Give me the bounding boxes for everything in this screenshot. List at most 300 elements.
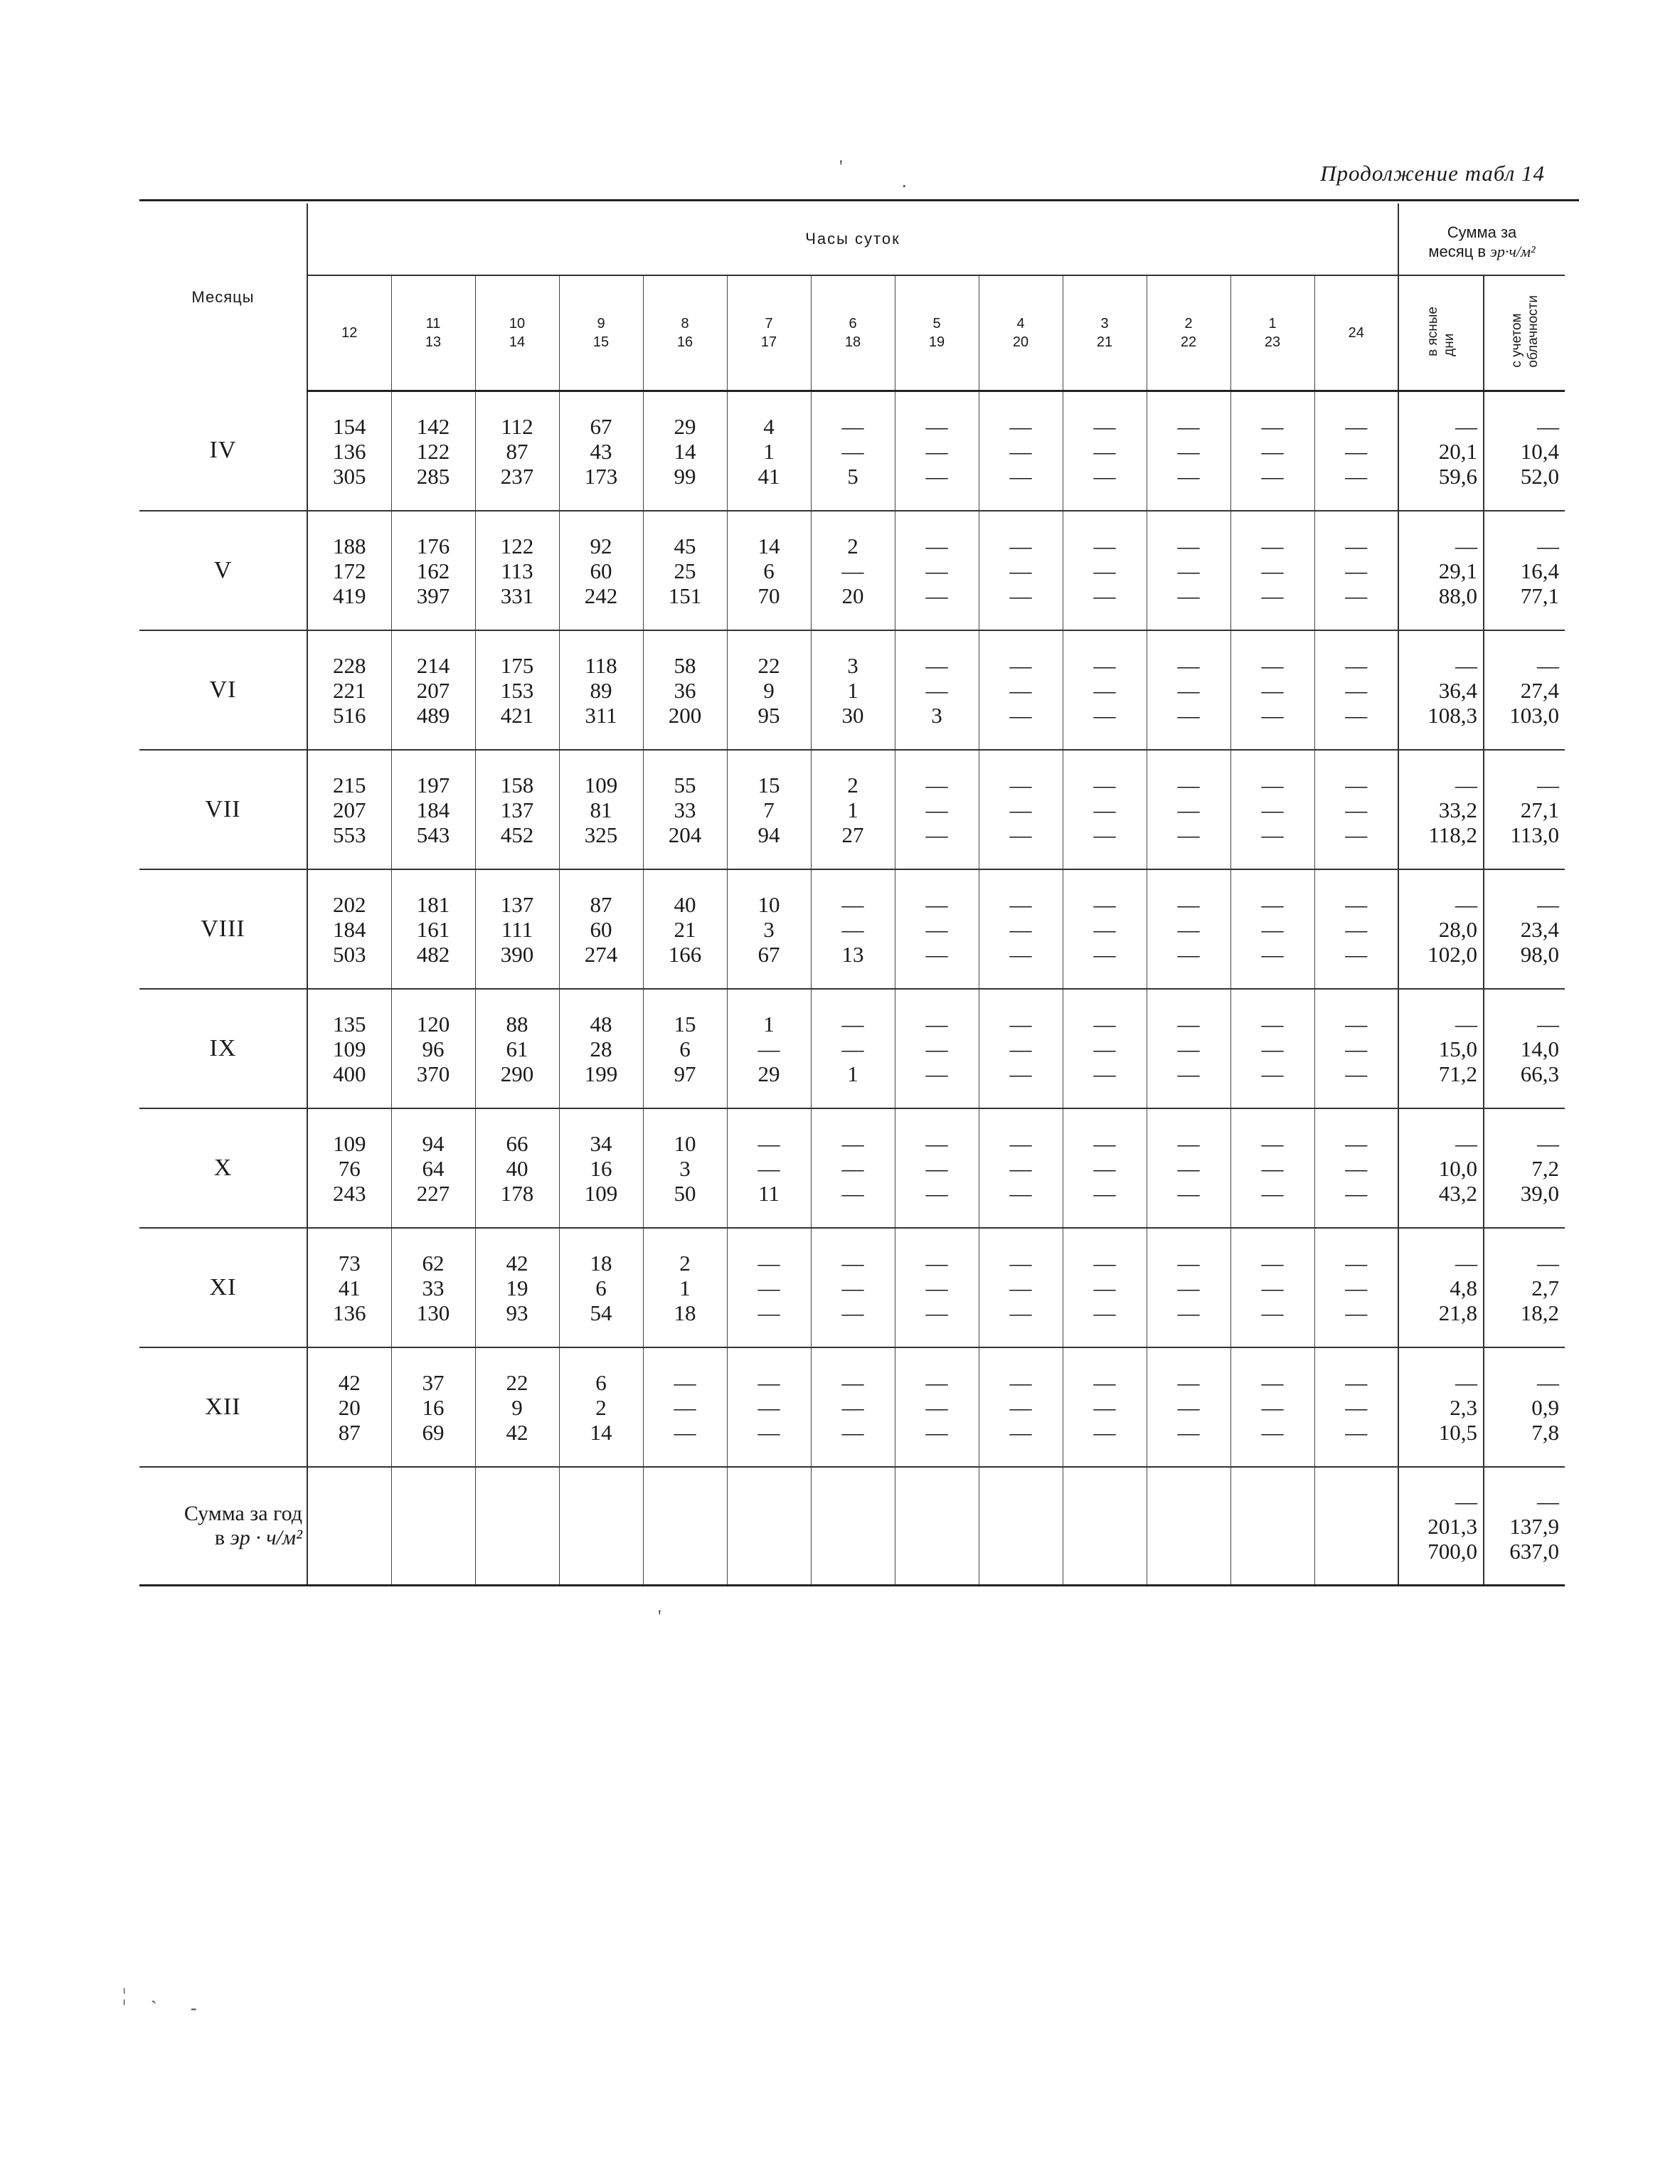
cell-value: — xyxy=(1177,677,1200,703)
cell-value: 3 xyxy=(679,1155,691,1181)
cell-value: — xyxy=(1093,1250,1116,1276)
hour-cell-values xyxy=(476,773,559,847)
hour-cell xyxy=(1147,989,1230,1108)
cell-value: 214 xyxy=(416,652,450,678)
cell-value: — xyxy=(1093,1155,1116,1181)
cell-value: 370 xyxy=(416,1061,450,1086)
cell-value: — xyxy=(1009,1300,1032,1325)
cell-value: 207 xyxy=(416,677,450,703)
cell-value: — xyxy=(1345,1250,1368,1276)
hour-cell xyxy=(1147,1347,1230,1467)
cell-value: 118,2 xyxy=(1428,822,1477,847)
cell-value: 290 xyxy=(500,1061,534,1086)
clear-days-cell xyxy=(1398,989,1484,1108)
cell-value: — xyxy=(757,1394,780,1420)
hour-cell-values xyxy=(812,892,895,967)
cell-value: — xyxy=(1537,891,1559,917)
cell-value: — xyxy=(1345,1275,1368,1300)
hour-cell-values xyxy=(644,534,727,608)
cell-value: 109 xyxy=(333,1036,366,1061)
hour-cell-values xyxy=(560,1131,643,1206)
hour-cell-values xyxy=(1063,1251,1147,1325)
cell-value: 122 xyxy=(500,533,534,558)
cloudiness-cell xyxy=(1484,511,1565,630)
cell-value: — xyxy=(841,916,864,942)
cell-value: — xyxy=(925,1369,948,1395)
cell-value: — xyxy=(1345,583,1368,608)
cell-value: — xyxy=(1093,1011,1116,1037)
hour-cell xyxy=(895,630,979,750)
cell-value: 0,9 xyxy=(1531,1394,1559,1420)
hour-cell-values xyxy=(728,892,811,967)
cell-value: 2 xyxy=(847,772,858,797)
hour-column-header xyxy=(307,275,391,391)
cell-value: 21,8 xyxy=(1438,1300,1477,1325)
hour-cell-values xyxy=(392,1012,475,1086)
cell-value: 113,0 xyxy=(1510,822,1559,847)
cell-value: — xyxy=(925,1180,948,1206)
cloudiness-cell-values xyxy=(1484,1012,1565,1086)
hour-cell xyxy=(475,869,559,989)
cloudiness-cell xyxy=(1484,391,1565,511)
cell-value: — xyxy=(1345,533,1368,558)
cell-value: 200 xyxy=(668,702,702,728)
cloudiness-cell-values xyxy=(1484,653,1565,728)
cell-value: — xyxy=(1455,1488,1477,1514)
hour-cell xyxy=(391,1108,475,1228)
hour-cell-values xyxy=(979,1251,1063,1325)
hours-header: Часы суток xyxy=(307,203,1398,275)
hour-cell xyxy=(1314,511,1398,630)
cell-value: — xyxy=(1009,413,1032,439)
hour-cell-values xyxy=(979,892,1063,967)
cell-value: 172 xyxy=(333,558,366,583)
cell-value: — xyxy=(1537,1250,1559,1276)
hour-cell xyxy=(727,869,811,989)
hour-cell-values xyxy=(476,653,559,728)
hour-cell xyxy=(643,1108,727,1228)
cell-value: — xyxy=(1177,702,1200,728)
cell-value: — xyxy=(1261,1130,1284,1156)
clear-days-cell-values xyxy=(1399,773,1483,847)
cell-value: 7,2 xyxy=(1531,1155,1559,1181)
hour-cell xyxy=(559,1228,643,1347)
cell-value: — xyxy=(1009,677,1032,703)
cell-value: 184 xyxy=(333,916,366,942)
cell-value: 173 xyxy=(584,463,618,489)
hour-cell-values xyxy=(1315,1251,1398,1325)
year-total-label xyxy=(139,1467,307,1586)
hour-cell-values xyxy=(728,1012,811,1086)
cell-value: 227 xyxy=(416,1180,450,1206)
speck: - xyxy=(191,1998,197,2018)
cell-value: — xyxy=(1177,797,1200,822)
month-label: VI xyxy=(139,630,307,750)
cell-value: — xyxy=(841,1036,864,1061)
empty-hour-cell xyxy=(811,1467,895,1586)
cell-value: — xyxy=(925,1130,948,1156)
empty-hour-cell xyxy=(1314,1467,1398,1586)
hour-cell-values xyxy=(812,1370,895,1445)
hour-header-row xyxy=(139,275,1565,391)
cell-value: — xyxy=(1537,1130,1559,1156)
hour-column-header xyxy=(979,275,1063,391)
cell-value: 207 xyxy=(333,797,366,822)
cell-value: 76 xyxy=(338,1155,361,1181)
hour-column-header xyxy=(811,275,895,391)
cell-value: — xyxy=(1345,1155,1368,1181)
cell-value: 7 xyxy=(763,797,775,822)
hour-bottom: 20 xyxy=(1012,334,1029,350)
hour-cell-values xyxy=(644,1131,727,1206)
hour-cell-values xyxy=(1231,892,1314,967)
hour-cell-values xyxy=(1147,653,1230,728)
table-caption: Продолжение табл 14 xyxy=(1320,161,1545,186)
hour-cell xyxy=(811,1347,895,1467)
cell-value: — xyxy=(841,1394,864,1420)
hour-cell-values xyxy=(392,773,475,847)
hour-cell xyxy=(1230,989,1314,1108)
cell-value: 2 xyxy=(595,1394,607,1420)
cell-value: 41 xyxy=(757,463,780,489)
cell-value: 92 xyxy=(590,533,612,558)
hour-cell-values xyxy=(1315,892,1398,967)
empty-hour-cell xyxy=(895,1467,979,1586)
hour-top: 4 xyxy=(1016,316,1025,332)
hour-cell-values xyxy=(1063,414,1147,489)
cell-value: 64 xyxy=(422,1155,445,1181)
cell-value: — xyxy=(1093,772,1116,797)
hour-cell xyxy=(391,989,475,1108)
year-total-label-line2 xyxy=(139,1526,302,1550)
cell-value: — xyxy=(1009,652,1032,678)
hour-cell xyxy=(1147,869,1230,989)
hour-cell xyxy=(1063,869,1147,989)
hour-cell xyxy=(643,630,727,750)
hour-cell xyxy=(559,511,643,630)
hour-cell-values xyxy=(644,414,727,489)
clear-days-cell xyxy=(1398,869,1484,989)
cell-value: — xyxy=(841,1369,864,1395)
cell-value: 111 xyxy=(501,916,533,942)
cell-value: 14 xyxy=(674,438,696,464)
hour-cell-values xyxy=(895,773,979,847)
hour-cell xyxy=(1063,511,1147,630)
clear-days-cell xyxy=(1398,1228,1484,1347)
cloudiness-cell xyxy=(1484,989,1565,1108)
hour-cell-values xyxy=(392,892,475,967)
hour-cell xyxy=(643,391,727,511)
hour-cell xyxy=(1230,511,1314,630)
hour-cell xyxy=(895,989,979,1108)
hour-cell-values xyxy=(560,1012,643,1086)
hour-cell-values xyxy=(1147,1370,1230,1445)
cell-value: — xyxy=(925,1011,948,1037)
cell-value: 42 xyxy=(338,1369,361,1395)
hour-cell xyxy=(1063,1228,1147,1347)
cell-value: 37 xyxy=(422,1369,445,1395)
cell-value: — xyxy=(1455,1250,1477,1276)
clear-days-cell xyxy=(1398,630,1484,750)
cell-value: — xyxy=(925,438,948,464)
hour-top: 3 xyxy=(1100,316,1109,332)
empty-hour-cell xyxy=(559,1467,643,1586)
hour-cell-values xyxy=(728,1251,811,1325)
cell-value: 1 xyxy=(847,1061,858,1086)
cloudiness-cell-values xyxy=(1484,892,1565,967)
cloudiness-cell xyxy=(1484,1108,1565,1228)
hour-bottom: 13 xyxy=(425,334,442,350)
hour-cell xyxy=(1314,1228,1398,1347)
hour-cell-values xyxy=(895,1131,979,1206)
cell-value: — xyxy=(1093,941,1116,967)
cell-value: 700,0 xyxy=(1428,1538,1477,1564)
cell-value: — xyxy=(925,822,948,847)
cell-value: — xyxy=(1537,772,1559,797)
hour-cell xyxy=(475,391,559,511)
cell-value: — xyxy=(1009,772,1032,797)
cell-value: 43 xyxy=(590,438,612,464)
cell-value: 99 xyxy=(674,463,696,489)
hour-cell xyxy=(643,1347,727,1467)
clear-days-cell-values xyxy=(1399,1251,1483,1325)
hour-cell xyxy=(811,750,895,869)
cell-value: 136 xyxy=(333,1300,366,1325)
cell-value: 178 xyxy=(500,1180,534,1206)
cell-value: 153 xyxy=(500,677,534,703)
cell-value: 503 xyxy=(333,941,366,967)
hour-cell xyxy=(979,869,1063,989)
empty-hour-cell xyxy=(1063,1467,1147,1586)
cell-value: — xyxy=(1177,652,1200,678)
cell-value: 14 xyxy=(590,1419,612,1445)
hour-cell xyxy=(307,869,391,989)
hour-cell xyxy=(475,1347,559,1467)
cell-value: — xyxy=(925,1300,948,1325)
cell-value: 311 xyxy=(585,702,617,728)
hour-bottom: 18 xyxy=(844,334,861,350)
cell-value: 22 xyxy=(506,1369,528,1395)
month-label: IV xyxy=(139,391,307,511)
empty-hour-cell xyxy=(727,1467,811,1586)
cell-value: 36,4 xyxy=(1438,677,1477,703)
hour-cell xyxy=(727,511,811,630)
cell-value: — xyxy=(1009,1061,1032,1086)
cell-value: 1 xyxy=(679,1275,691,1300)
cell-value: 400 xyxy=(333,1061,366,1086)
cell-value: — xyxy=(1345,797,1368,822)
clear-days-cell-values xyxy=(1399,1012,1483,1086)
cell-value: — xyxy=(1093,797,1116,822)
hour-cell xyxy=(307,750,391,869)
hour-cell xyxy=(979,1347,1063,1467)
cell-value: — xyxy=(1345,772,1368,797)
clear-days-line2: дни xyxy=(1442,333,1457,356)
hour-cell-values xyxy=(1063,1012,1147,1086)
cell-value: 161 xyxy=(416,916,450,942)
hour-cell-values xyxy=(392,1131,475,1206)
hour-bottom: 14 xyxy=(509,334,526,350)
cell-value: 109 xyxy=(584,772,618,797)
cell-value: 10 xyxy=(674,1130,696,1156)
hour-top: 10 xyxy=(509,316,526,332)
hour-cell-values xyxy=(476,1251,559,1325)
hour-cell-values xyxy=(728,773,811,847)
cell-value: — xyxy=(1261,1394,1284,1420)
cell-value: — xyxy=(1177,533,1200,558)
cell-value: 40 xyxy=(674,891,696,917)
empty-hour-cell xyxy=(643,1467,727,1586)
cell-value: — xyxy=(1177,1011,1200,1037)
year-total-prefix: в xyxy=(214,1526,225,1549)
speck: ¦ xyxy=(122,1985,127,2005)
cell-value: — xyxy=(1177,891,1200,917)
clear-days-cell xyxy=(1398,511,1484,630)
cell-value: — xyxy=(1261,891,1284,917)
cell-value: — xyxy=(925,677,948,703)
cell-value: 2 xyxy=(679,1250,691,1276)
cell-value: — xyxy=(1093,533,1116,558)
cell-value: 20 xyxy=(338,1394,361,1420)
hour-cell xyxy=(1314,630,1398,750)
hour-cell-values xyxy=(979,773,1063,847)
cell-value: 274 xyxy=(584,941,618,967)
cell-value: — xyxy=(1009,1036,1032,1061)
cell-value: — xyxy=(757,1369,780,1395)
hour-cell-values xyxy=(1147,892,1230,967)
cloudiness-cell xyxy=(1484,750,1565,869)
cell-value: 397 xyxy=(416,583,450,608)
hour-cell-values xyxy=(1063,892,1147,967)
year-total-unit: эр · ч/м² xyxy=(230,1526,302,1549)
hour-cell-values xyxy=(1231,414,1314,489)
cell-value: 108,3 xyxy=(1428,702,1477,728)
hour-cell-values xyxy=(1315,653,1398,728)
hour-cell xyxy=(475,1108,559,1228)
hour-cell-values xyxy=(1063,1131,1147,1206)
cell-value: 14 xyxy=(757,533,780,558)
cell-value: — xyxy=(1093,1180,1116,1206)
hour-cell-values xyxy=(1147,773,1230,847)
speck: ' xyxy=(658,1606,661,1627)
year-cloudiness-cell xyxy=(1484,1467,1565,1586)
hour-cell xyxy=(391,1347,475,1467)
hour-cell xyxy=(475,750,559,869)
year-clear-cell-values xyxy=(1399,1489,1483,1564)
hour-cell xyxy=(895,750,979,869)
hour-cell xyxy=(811,989,895,1108)
cell-value: — xyxy=(1261,533,1284,558)
hour-cell xyxy=(559,391,643,511)
hour-cell xyxy=(475,630,559,750)
hour-cell-values xyxy=(560,534,643,608)
hour-cell xyxy=(811,391,895,511)
hour-cell-values xyxy=(392,1370,475,1445)
cell-value: — xyxy=(1261,1250,1284,1276)
cell-value: 162 xyxy=(416,558,450,583)
cell-value: 23,4 xyxy=(1520,916,1559,942)
cell-value: 93 xyxy=(506,1300,528,1325)
cell-value: — xyxy=(841,558,864,583)
cell-value: — xyxy=(1009,1275,1032,1300)
hour-cell xyxy=(1063,1108,1147,1228)
cell-value: 66,3 xyxy=(1520,1061,1559,1086)
cell-value: — xyxy=(757,1275,780,1300)
cell-value: — xyxy=(1261,1036,1284,1061)
cell-value: — xyxy=(1177,413,1200,439)
cell-value: — xyxy=(925,941,948,967)
cell-value: — xyxy=(1261,677,1284,703)
speck: ' xyxy=(839,157,843,177)
cell-value: 77,1 xyxy=(1520,583,1559,608)
cell-value: 25 xyxy=(674,558,696,583)
cell-value: 516 xyxy=(333,702,366,728)
cell-value: — xyxy=(1261,1275,1284,1300)
hour-cell-values xyxy=(560,1251,643,1325)
monthly-sum-header xyxy=(1398,203,1565,275)
cell-value: 18 xyxy=(674,1300,696,1325)
cell-value: — xyxy=(1009,1369,1032,1395)
cell-value: — xyxy=(1345,1394,1368,1420)
cell-value: — xyxy=(925,1250,948,1276)
hour-cell xyxy=(727,391,811,511)
cell-value: 27,4 xyxy=(1520,677,1559,703)
hour-cell xyxy=(559,750,643,869)
hour-column-header xyxy=(475,275,559,391)
hour-cell-values xyxy=(979,653,1063,728)
cell-value: 6 xyxy=(595,1275,607,1300)
hour-cell-values xyxy=(812,653,895,728)
cell-value: 88 xyxy=(506,1011,528,1037)
cell-value: — xyxy=(1093,583,1116,608)
clear-days-cell-values xyxy=(1399,653,1483,728)
cell-value: — xyxy=(1009,1180,1032,1206)
cell-value: — xyxy=(1177,438,1200,464)
clear-days-cell xyxy=(1398,1108,1484,1228)
cell-value: 136 xyxy=(333,438,366,464)
cell-value: — xyxy=(1345,1011,1368,1037)
cell-value: — xyxy=(1009,822,1032,847)
cell-value: 39,0 xyxy=(1520,1180,1559,1206)
cell-value: 1 xyxy=(763,438,775,464)
cell-value: — xyxy=(1009,583,1032,608)
cell-value: — xyxy=(1537,533,1559,558)
cell-value: 16,4 xyxy=(1520,558,1559,583)
cell-value: — xyxy=(1177,1419,1200,1445)
cell-value: 120 xyxy=(416,1011,450,1037)
cell-value: 221 xyxy=(333,677,366,703)
cell-value: — xyxy=(1093,1130,1116,1156)
cell-value: 73 xyxy=(338,1250,361,1276)
cell-value: — xyxy=(1345,1061,1368,1086)
hour-bottom: 15 xyxy=(592,334,610,350)
cell-value: 452 xyxy=(500,822,534,847)
cell-value: — xyxy=(1261,652,1284,678)
cell-value: — xyxy=(1261,772,1284,797)
cell-value: 67 xyxy=(757,941,780,967)
hour-cell-values xyxy=(1147,1012,1230,1086)
cell-value: 15 xyxy=(757,772,780,797)
cell-value: — xyxy=(1261,413,1284,439)
cell-value: — xyxy=(841,1130,864,1156)
cell-value: 10,0 xyxy=(1438,1155,1477,1181)
hour-cell xyxy=(727,1228,811,1347)
hour-cell-values xyxy=(644,773,727,847)
hour-cell xyxy=(979,989,1063,1108)
cell-value: — xyxy=(1093,438,1116,464)
table-row xyxy=(139,630,1565,750)
hour-cell-values xyxy=(560,1370,643,1445)
